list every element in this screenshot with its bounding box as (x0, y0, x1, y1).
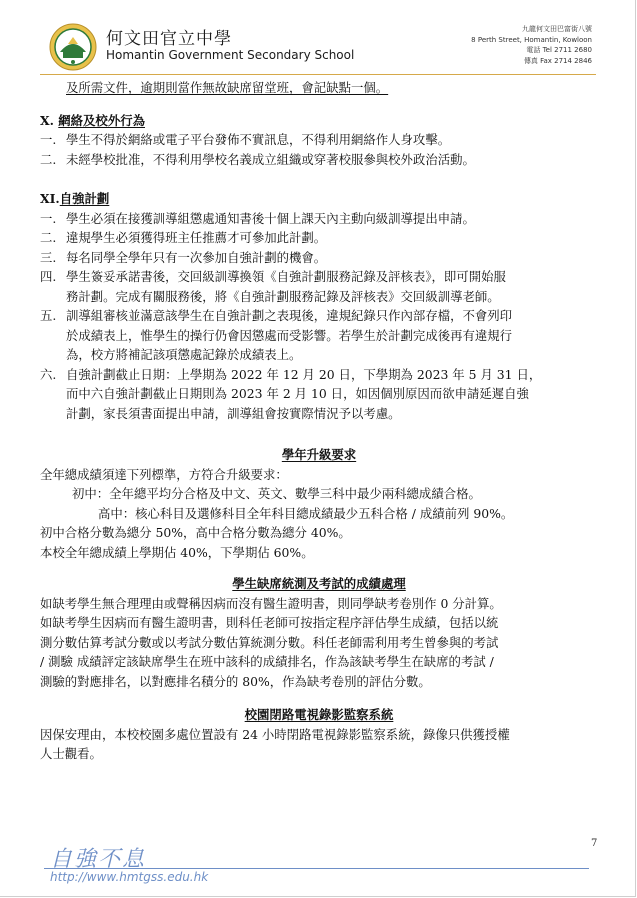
document-body (40, 78, 598, 764)
item-number: 六. (40, 366, 57, 382)
item-line: 每名同學全學年只有一次參加自強計劃的機會。 (66, 249, 327, 265)
promotion-heading: 學年升級要求 (281, 447, 357, 462)
item-line: 學生簽妥承諾書後，交回級訓導換領《自強計劃服務記錄及評核表》，即可開始服 (66, 269, 506, 284)
section-x-title (40, 111, 598, 131)
letterhead (44, 20, 604, 72)
item-number: 四. (40, 269, 57, 284)
list-item (40, 365, 598, 424)
school-motto: 自強不息 (50, 847, 147, 872)
promotion-line: 高中：核心科目及選修科目全年科目總成績最少五科合格 / 成績前列 90%。 (98, 505, 514, 521)
list-item (40, 248, 598, 268)
list-item (40, 150, 598, 170)
school-address-block (471, 24, 592, 66)
section-xi-number: XI. (40, 191, 60, 206)
absence-line: 測分數估算考試分數或以考試分數估算統測分數。科任老師需利用考生曾參與的考試 (40, 634, 499, 650)
cctv-title (40, 705, 598, 725)
item-text: 學生不得於網絡或電子平台發佈不實訊息，不得利用網絡作人身攻擊。 (66, 132, 451, 147)
item-number: 一. (40, 210, 57, 226)
item-number: 二. (40, 151, 57, 167)
list-item (40, 130, 598, 150)
list-item (40, 306, 598, 365)
cctv-line: 人士觀看。 (40, 746, 102, 761)
header-divider (40, 74, 596, 75)
absence-title (40, 574, 598, 594)
section-x-number: X. (40, 112, 54, 128)
absence-heading: 學生缺席統測及考試的成績處理 (232, 576, 406, 591)
item-line: 而中六自強計劃截止日期則為 2023 年 2 月 10 日，如因個別原因而欲申請延遲自強 (66, 386, 529, 401)
item-line: 學生必須在接獲訓導組懲處通知書後十個上課天內主動向級訓導提出申請。 (66, 210, 475, 226)
item-line: 務計劃。完成有關服務後，將《自強計劃服務記錄及評核表》交回級訓導老師。 (66, 288, 500, 304)
address-english: 8 Perth Street, Homantin, Kowloon (471, 35, 592, 44)
item-number: 五. (40, 308, 57, 323)
continuation-line (40, 78, 598, 98)
list-item (40, 209, 598, 229)
absence-line: 測驗的對應排名，以對應排名積分的 80%，作為缺考卷別的評估分數。 (40, 673, 431, 689)
promotion-line: 本校全年總成績上學期佔 40%，下學期佔 60%。 (40, 544, 314, 560)
promotion-title (40, 445, 598, 465)
section-xi-heading: 自強計劃 (59, 191, 110, 206)
section-xi-title (40, 189, 598, 209)
item-number: 一. (40, 132, 57, 147)
absence-line: / 測驗 成績評定該缺席學生在班中該科的成績排名，作為該缺考學生在缺席的考試 / (40, 654, 494, 669)
item-number: 三. (40, 249, 57, 265)
promotion-line: 初中合格分數為總分 50%，高中合格分數為總分 40%。 (40, 525, 351, 540)
continuation-text: 及所需文件，逾期則當作無故缺席留堂班，會記缺點一個。 (66, 80, 389, 95)
absence-line: 如缺考學生無合理理由或聲稱因病而沒有醫生證明書，則同學缺考卷別作 0 分計算。 (40, 595, 502, 611)
promotion-line: 初中：全年總平均分合格及中文、英文、數學三科中最少兩科總成績合格。 (72, 486, 481, 501)
list-item (40, 228, 598, 248)
footer-divider (44, 868, 589, 869)
item-line: 於成績表上，惟學生的操行仍會因懲處而受影響。若學生於計劃完成後再有違規行 (66, 327, 513, 343)
school-website-url: http://www.hmtgss.edu.hk (50, 870, 209, 884)
item-line: 為，校方將補記該項懲處記錄於成績表上。 (66, 347, 302, 362)
school-name-chinese: 何文田官立中學 (106, 29, 232, 49)
page-number: 7 (591, 838, 598, 849)
cctv-heading: 校園閉路電視錄影監察系統 (244, 707, 394, 722)
item-line: 自強計劃截止日期：上學期為 2022 年 12 月 20 日，下學期為 2023 年 5 月 31 日， (66, 366, 542, 382)
item-line: 計劃，家長須書面提出申請，訓導組會按實際情況予以考慮。 (66, 405, 401, 421)
school-crest-logo (48, 22, 98, 72)
telephone: 電話 Tel 2711 2680 (526, 46, 592, 54)
item-text: 未經學校批准，不得利用學校名義成立組織或穿著校服參與校外政治活動。 (66, 151, 475, 167)
address-chinese: 九龍何文田巴富街八號 (522, 25, 592, 33)
school-name-english: Homantin Government Secondary School (106, 48, 355, 62)
cctv-line: 因保安理由，本校校園多處位置設有 24 小時閉路電視錄影監察系統，錄像只供獲授權 (40, 726, 510, 742)
item-number: 二. (40, 230, 57, 245)
absence-line: 如缺考學生因病而有醫生證明書，則科任老師可按指定程序評估學生成績，包括以統 (40, 615, 499, 630)
promotion-line: 全年總成績須達下列標準，方符合升級要求： (40, 466, 288, 482)
item-line: 違規學生必須獲得班主任推薦才可參加此計劃。 (66, 230, 327, 245)
section-x-heading: 網絡及校外行為 (58, 112, 145, 128)
fax: 傳真 Fax 2714 2846 (523, 56, 592, 65)
item-line: 訓導組審核並滿意該學生在自強計劃之表現後，違規紀錄只作內部存檔，不會列印 (66, 308, 513, 323)
list-item (40, 267, 598, 306)
